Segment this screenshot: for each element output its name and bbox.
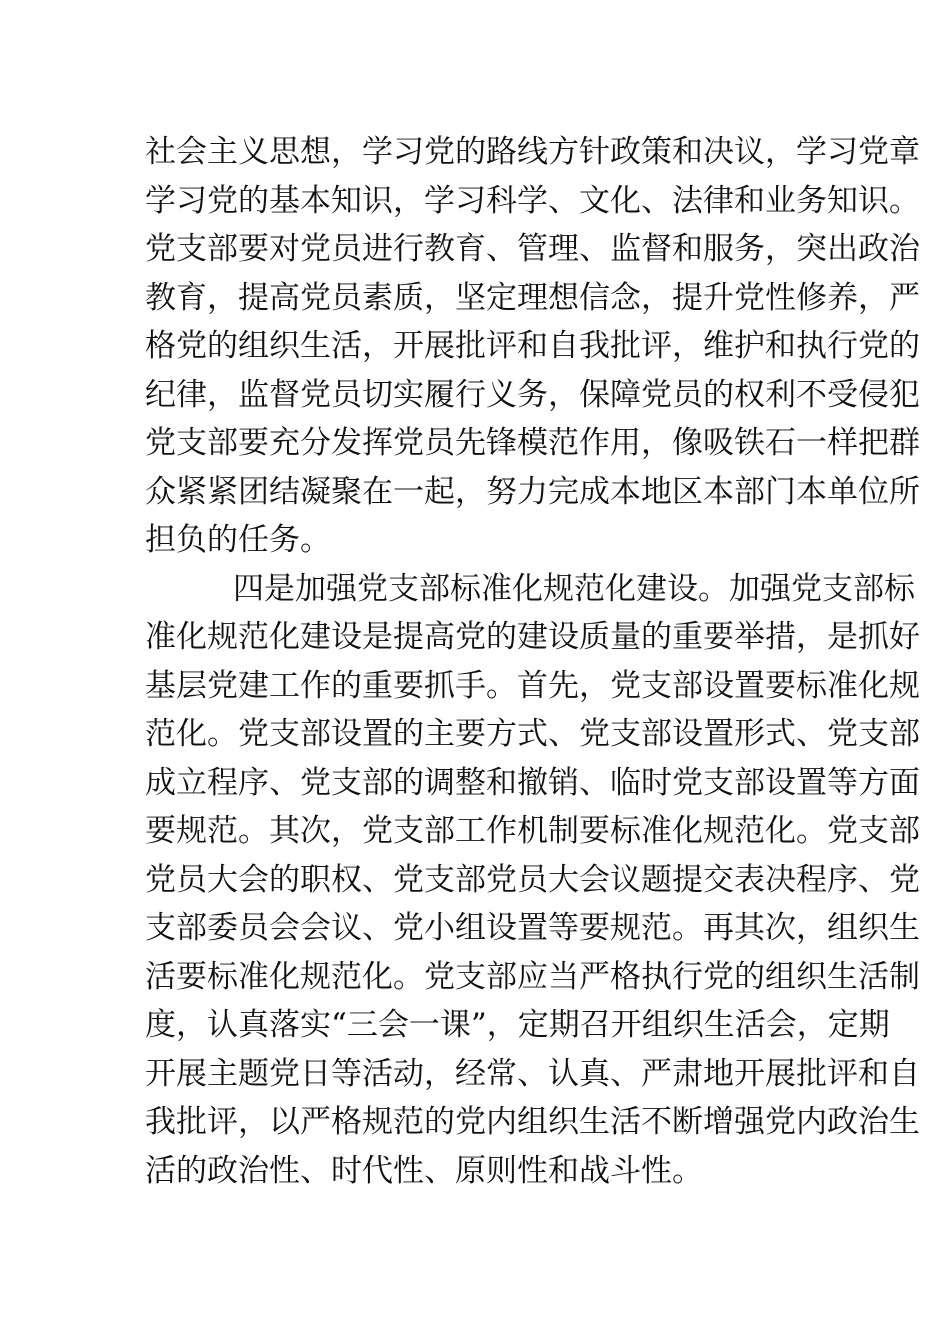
text-line: 范化。党支部设置的主要方式、党支部设置形式、党支部 (145, 716, 920, 752)
text-line: 党员大会的职权、党支部党员大会议题提交表决程序、党 (145, 861, 920, 898)
text-line: 我批评，以严格规范的党内组织生活不断增强党内政治生 (145, 1104, 920, 1140)
text-line: 党支部要对党员进行教育、管理、监督和服务，突出政治 (145, 231, 920, 267)
paragraph-first-line: 四是加强党支部标准化规范化建设。加强党支部标 (233, 570, 915, 607)
text-line: 社会主义思想，学习党的路线方针政策和决议，学习党章 (145, 134, 920, 170)
text-line: 准化规范化建设是提高党的建设质量的重要举措，是抓好 (145, 619, 920, 655)
text-line: 党支部要充分发挥党员先锋模范作用，像吸铁石一样把群 (145, 425, 920, 461)
text-line: 纪律，监督党员切实履行义务，保障党员的权利不受侵犯 (145, 376, 920, 413)
text-line: 学习党的基本知识，学习科学、文化、法律和业务知识。 (145, 182, 920, 219)
text-line: 活要标准化规范化。党支部应当严格执行党的组织生活制 (145, 958, 920, 995)
text-line: 担负的任务。 (145, 522, 331, 558)
text-line: 开展主题党日等活动，经常、认真、严肃地开展批评和自 (145, 1055, 920, 1092)
text-line: 活的政治性、时代性、原则性和战斗性。 (145, 1152, 703, 1189)
text-line: 度，认真落实“三会一课”，定期召开组织生活会，定期 (145, 1007, 890, 1043)
text-line: 格党的组织生活，开展批评和自我批评，维护和执行党的 (145, 328, 920, 364)
text-line: 成立程序、党支部的调整和撤销、临时党支部设置等方面 (145, 764, 920, 801)
text-line: 要规范。其次，党支部工作机制要标准化规范化。党支部 (145, 813, 920, 849)
text-line: 教育，提高党员素质，坚定理想信念，提升党性修养，严 (145, 279, 920, 316)
text-line: 支部委员会会议、党小组设置等要规范。再其次，组织生 (145, 910, 920, 946)
document-body (145, 128, 920, 1195)
text-line: 基层党建工作的重要抓手。首先，党支部设置要标准化规 (145, 667, 920, 704)
text-line: 众紧紧团结凝聚在一起，努力完成本地区本部门本单位所 (145, 473, 920, 510)
